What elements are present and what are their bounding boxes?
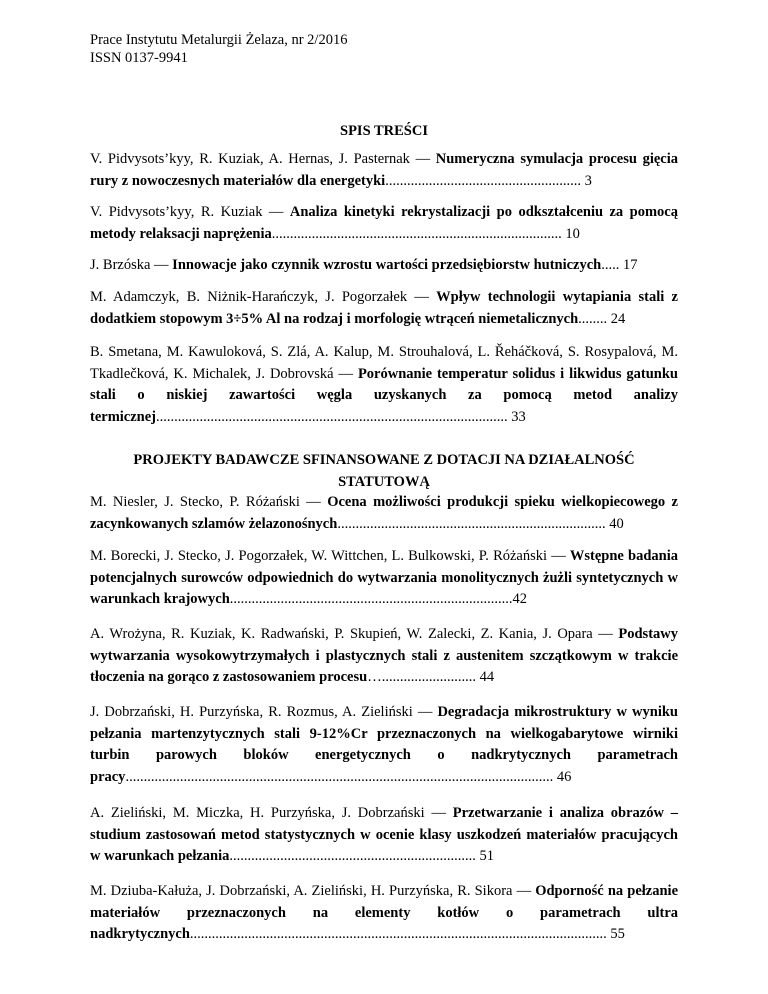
entry-dots: ….......................... xyxy=(367,669,476,685)
entry-page: 24 xyxy=(607,310,626,327)
entry-page: 55 xyxy=(606,926,625,942)
section-title-projects: PROJEKTY BADAWCZE SFINANSOWANE Z DOTACJI NA DZIAŁALNOŚĆ STATUTOWĄ xyxy=(133,452,635,490)
entry-authors: V. Pidvysots’kyy, R. Kuziak, A. Hernas, J. Pasternak — xyxy=(90,151,436,167)
entry-title: Podstawy wytwarzania wysokowytrzymałych i plastycznych stali z austenitem szczątkowym w trakcie tłoczenia na gorąco z zastosowaniem procesu xyxy=(90,626,678,685)
entry-dots: ..... xyxy=(601,257,620,273)
issn: ISSN 0137-9941 xyxy=(90,50,188,66)
entry-authors: V. Pidvysots’kyy, R. Kuziak — xyxy=(90,204,290,220)
entry-dots: .......................................................................... xyxy=(337,515,606,532)
toc-entry[interactable] xyxy=(90,546,678,611)
entry-page: 40 xyxy=(605,515,624,532)
entry-authors: J. Brzóska — xyxy=(90,257,173,273)
entry-dots: ................................................................................ xyxy=(271,225,562,242)
entry-page: 51 xyxy=(475,848,495,864)
entry-authors: M. Adamczyk, B. Niżnik-Harańczyk, J. Pogorzałek — xyxy=(90,289,437,305)
entry-title: Degradacja mikrostruktury w wyniku pełzania martenzytycznych stali 9-12%Cr przeznaczonych na wielkogabarytowe wirniki turbin parowych bloków energetycznych o nadkrytycznych parametrach pracy xyxy=(90,704,678,785)
entry-authors: M. Borecki, J. Stecko, J. Pogorzałek, W. Wittchen, L. Bulkowski, P. Różański — xyxy=(90,548,570,564)
entry-page: 33 xyxy=(507,408,526,425)
entry-title: Innowacje jako czynnik wzrostu wartości przedsiębiorstw hutniczych xyxy=(172,257,602,273)
entry-title: Odporność na pełzanie materiałów przeznaczonych na elementy kotłów o parametrach ultra nadkrytycznych xyxy=(90,883,679,942)
toc-entry[interactable] xyxy=(90,255,678,277)
entry-page: 17 xyxy=(619,257,638,273)
entry-authors: A. Wrożyna, R. Kuziak, K. Radwański, P. Skupień, W. Zalecki, Z. Kania, J. Opara — xyxy=(90,626,619,642)
entry-authors: A. Zieliński, M. Miczka, H. Purzyńska, J. Dobrzański — xyxy=(90,805,453,821)
entry-authors: M. Niesler, J. Stecko, P. Różański — xyxy=(90,494,328,510)
toc-entry[interactable] xyxy=(90,342,678,428)
entry-authors: J. Dobrzański, H. Purzyńska, R. Rozmus, A. Zieliński — xyxy=(90,704,438,720)
entry-dots: ................................................................................................. xyxy=(156,408,508,425)
entry-title: Ocena możliwości produkcji spieku wielkopiecowego z zacynkowanych szlamów żelazonośnych xyxy=(90,494,678,532)
entry-dots: .................................................................... xyxy=(229,848,476,864)
section-title-contents: SPIS TREŚCI xyxy=(340,123,428,139)
entry-title: Numeryczna symulacja procesu gięcia rury z nowoczesnych materiałów dla energetyki xyxy=(90,151,678,189)
toc-entry[interactable] xyxy=(90,287,678,330)
toc-entry[interactable] xyxy=(90,624,678,689)
journal-header xyxy=(90,31,347,67)
toc-entry[interactable] xyxy=(90,803,678,868)
entry-dots: .............................................................................. xyxy=(229,591,513,607)
entry-page: 3 xyxy=(580,172,592,189)
entry-dots: ...................................................................................................................... xyxy=(125,768,554,785)
entry-page: 46 xyxy=(553,768,572,785)
entry-dots: ................................................................................................................... xyxy=(189,926,607,942)
entry-title: Analiza kinetyki rekrystalizacji po odkształceniu za pomocą metody relaksacji naprężenia xyxy=(90,204,678,242)
entry-title: Przetwarzanie i analiza obrazów – studium zastosowań metod statystycznych w ocenie klasy uszkodzeń materiałów pracujących w warunkach pełzania xyxy=(90,805,678,864)
toc-entry[interactable] xyxy=(90,149,678,192)
toc-entry[interactable] xyxy=(90,702,678,788)
toc-entry[interactable] xyxy=(90,492,678,535)
entry-dots: ...................................................... xyxy=(385,172,581,189)
journal-name: Prace Instytutu Metalurgii Żelaza, nr 2/2016 xyxy=(90,32,348,48)
toc-entry[interactable] xyxy=(90,202,678,245)
entry-title: Wpływ technologii wytapiania stali z dodatkiem stopowym 3÷5% Al na rodzaj i morfologię wtrąceń niemetalicznych xyxy=(90,289,678,327)
entry-page: 44 xyxy=(475,669,495,685)
entry-title: Porównanie temperatur solidus i likwidus gatunku stali o niskiej zawartości węgla uzyskanych za pomocą metod analizy termicznej xyxy=(90,365,678,425)
entry-authors: M. Dziuba-Kałuża, J. Dobrzański, A. Zieliński, H. Purzyńska, R. Sikora — xyxy=(90,883,536,899)
entry-dots: ........ xyxy=(578,310,608,327)
entry-page: 10 xyxy=(561,225,580,242)
toc-entry[interactable] xyxy=(90,881,678,946)
entry-authors: B. Smetana, M. Kawuloková, S. Zlá, A. Kalup, M. Strouhalová, L. Řeháčková, S. Rosypalová, M. Tkadlečková, K. Michalek, J. Dobrovská — xyxy=(90,344,678,382)
entry-title: Wstępne badania potencjalnych surowców odpowiednich do wytwarzania monolitycznych żużli syntetycznych w warunkach krajowych xyxy=(90,548,678,607)
entry-page: 42 xyxy=(512,591,528,607)
